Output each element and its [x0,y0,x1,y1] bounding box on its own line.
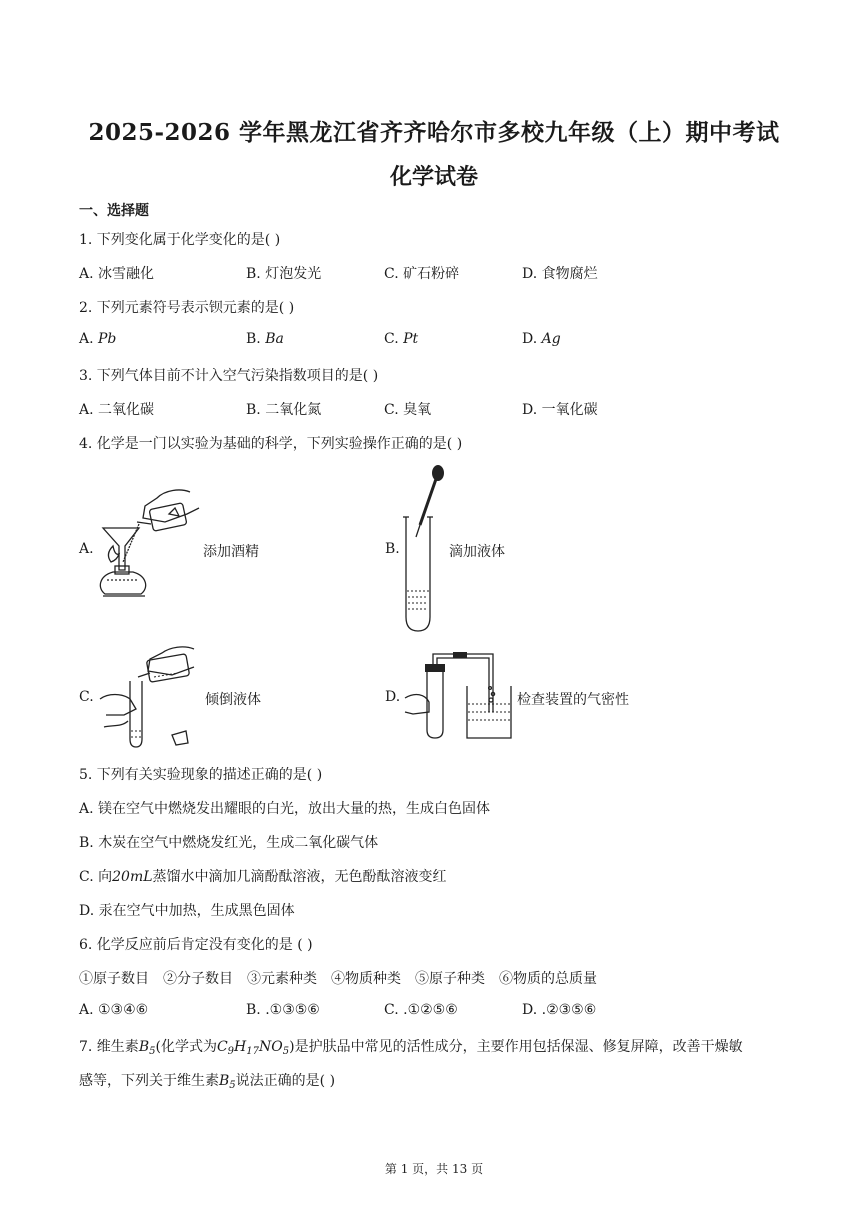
option-letter: D. [522,331,542,347]
q4-option-b[interactable]: B. [385,541,400,557]
formula-subscript: 5 [149,1046,156,1057]
q4-option-a-caption: 添加酒精 [203,544,259,560]
q6-option-b[interactable]: B. .①③⑤⑥ [246,1002,320,1018]
element-symbol: Ag [541,331,561,347]
element-symbol: Ba [265,331,284,347]
airtightness-check-figure [403,650,515,742]
stem-text: (化学式为 [155,1039,217,1055]
element-symbol: Pt [403,331,419,347]
formula-element: C [216,1039,228,1055]
formula-element: B [138,1039,150,1055]
vitamin-symbol [219,1073,236,1089]
q6-option-a[interactable]: A. ①③④⑥ [79,1002,149,1018]
formula-subscript: 9 [227,1046,235,1057]
formula-element: O [271,1039,283,1055]
page-title: 2025-2026 学年黑龙江省齐齐哈尔市多校九年级（上）期中考试 [88,119,780,146]
question-2-stem: 2. 下列元素符号表示钡元素的是( ) [79,300,295,316]
dropper-test-tube-figure [398,463,448,635]
q4-option-c-caption: 倾倒液体 [205,692,261,708]
q1-option-a[interactable]: A. 冰雪融化 [79,266,155,282]
option-letter: B. [246,331,266,347]
q2-option-c[interactable] [384,331,418,347]
q2-option-a[interactable] [79,331,116,347]
pour-liquid-figure [98,643,208,751]
q2-option-d[interactable] [522,331,561,347]
alcohol-lamp-funnel-figure [95,484,205,614]
q6-option-d[interactable]: D. .②③⑤⑥ [522,1002,597,1018]
q4-option-a[interactable]: A. [79,541,94,557]
q4-option-d[interactable]: D. [385,689,401,705]
formula-subscript: 17 [246,1046,259,1057]
q4-option-d-caption: 检查装置的气密性 [517,692,629,708]
stem-text: )是护肤品中常见的活性成分，主要作用包括保湿、修复屏障，改善干燥敏 [289,1039,743,1055]
chemical-formula [217,1039,289,1055]
q1-option-c[interactable]: C. 矿石粉碎 [384,266,460,282]
q6-option-c[interactable]: C. .①②⑤⑥ [384,1002,458,1018]
question-7-stem-line1 [79,1036,743,1056]
page-footer: 第 1 页，共 13 页 [384,1162,484,1176]
section-heading: 一、选择题 [79,203,149,219]
stem-text: 说法正确的是( ) [235,1073,336,1089]
q5-option-a[interactable]: A. 镁在空气中燃烧发出耀眼的白光，放出大量的热，生成白色固体 [79,801,491,817]
q3-option-d[interactable]: D. 一氧化碳 [522,402,598,418]
q5-option-c[interactable] [79,866,447,886]
formula-element: N [259,1039,272,1055]
q1-option-b[interactable]: B. 灯泡发光 [246,266,322,282]
q5-option-b[interactable]: B. 木炭在空气中燃烧发红光，生成二氧化碳气体 [79,835,379,851]
question-5-stem: 5. 下列有关实验现象的描述正确的是( ) [79,767,323,783]
q2-option-b[interactable] [246,331,284,347]
stem-text: 感等，下列关于维生素 [79,1073,219,1089]
option-text: C. 向 [79,869,113,885]
q6-items: ①原子数目 ②分子数目 ③元素种类 ④物质种类 ⑤原子种类 ⑥物质的总质量 [79,971,597,987]
q3-option-b[interactable]: B. 二氧化氮 [246,402,322,418]
q4-option-b-caption: 滴加液体 [449,544,505,560]
q1-option-d[interactable]: D. 食物腐烂 [522,266,598,282]
vitamin-symbol [139,1039,156,1055]
question-4-stem: 4. 化学是一门以实验为基础的科学，下列实验操作正确的是( ) [79,436,463,452]
formula-element: B [219,1073,230,1089]
question-3-stem: 3. 下列气体目前不计入空气污染指数项目的是( ) [79,368,379,384]
q3-option-a[interactable]: A. 二氧化碳 [79,402,155,418]
element-symbol: Pb [98,331,117,347]
q4-option-c[interactable]: C. [79,689,94,705]
formula-subscript: 5 [282,1046,290,1057]
question-1-stem: 1. 下列变化属于化学变化的是( ) [79,232,281,248]
page-subtitle: 化学试卷 [389,164,478,190]
quantity: 20mL [112,869,153,885]
option-text: 蒸馏水中滴加几滴酚酞溶液，无色酚酞溶液变红 [152,869,447,885]
q3-option-c[interactable]: C. 臭氧 [384,402,432,418]
question-7-stem-line2 [79,1070,335,1090]
option-letter: C. [384,331,404,347]
question-6-stem: 6. 化学反应前后肯定没有变化的是 ( ) [79,937,313,953]
q5-option-d[interactable]: D. 汞在空气中加热，生成黑色固体 [79,903,295,919]
formula-subscript: 5 [229,1080,236,1091]
stem-text: 7. 维生素 [79,1039,139,1055]
formula-element: H [234,1039,247,1055]
option-letter: A. [79,331,99,347]
